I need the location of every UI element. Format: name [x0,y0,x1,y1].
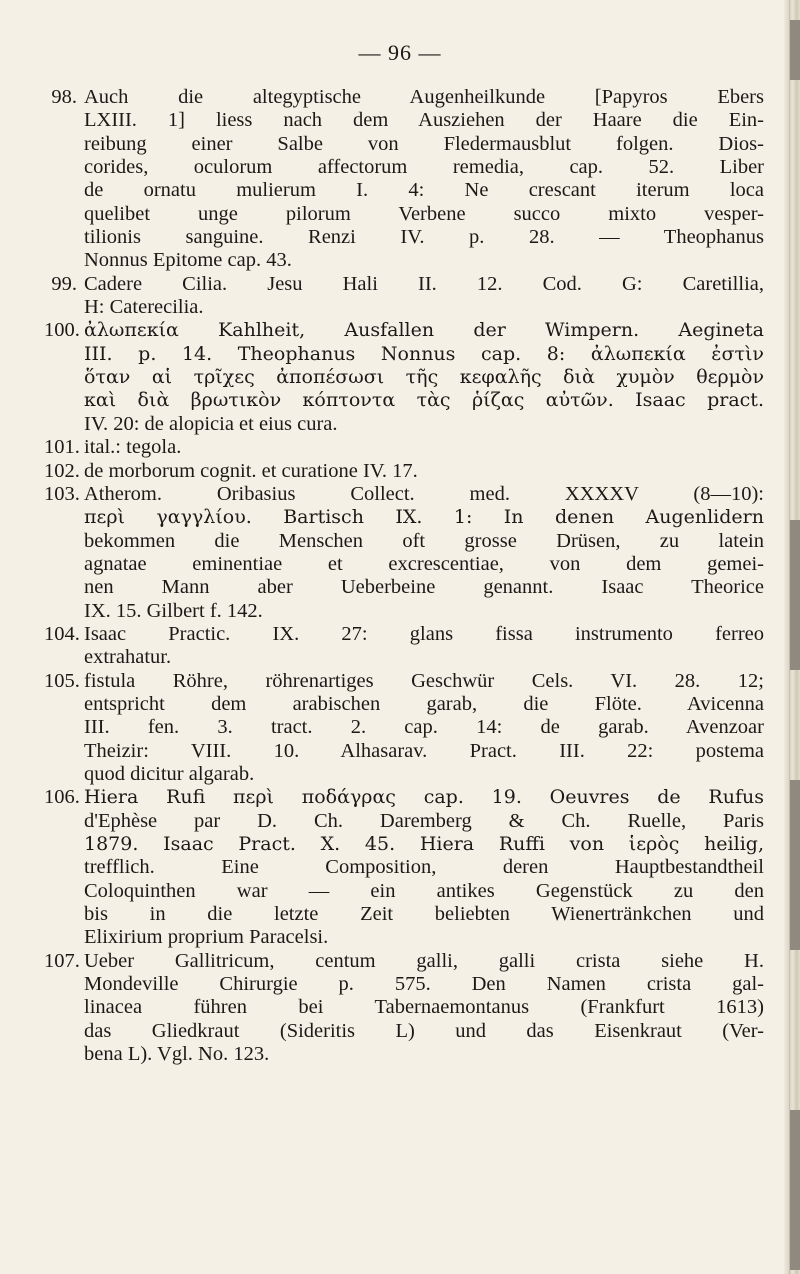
footnote-text [84,670,764,787]
page-edge-mark [790,520,800,670]
footnote-number: 99. [51,272,77,295]
text-line: Isaac Practic. IX. 27: glans fissa instrumento ferreo [84,622,764,645]
footnote-text [84,319,764,436]
text-line: ἀλωπεκία Kahlheit, Ausfallen der Wimpern. Aegineta [84,319,764,342]
footnote-number: 101. [44,436,80,459]
text-line: reibung einer Salbe von Fledermausblut folgen. Dios- [84,132,764,155]
footnote-entry [44,950,764,1067]
text-line: agnatae eminentiae et excrescentiae, von dem gemei- [84,552,764,575]
text-line: bis in die letzte Zeit beliebten Wienertränkchen und [84,903,764,926]
text-line: corides, oculorum affectorum remedia, cap. 52. Liber [84,156,764,179]
text-line: d'Ephèse par D. Ch. Daremberg & Ch. Ruelle, Paris [84,809,764,832]
text-line: de morborum cognit. et curatione IV. 17. [84,459,418,482]
footnote-number: 98. [51,86,77,108]
text-line: das Gliedkraut (Sideritis L) und das Eisenkraut (Ver- [84,1019,764,1042]
text-line: trefflich. Eine Composition, deren Hauptbestandtheil [84,856,764,879]
text-line: Elixirium proprium Paracelsi. [84,926,329,949]
text-line: nen Mann aber Ueberbeine genannt. Isaac Theorice [84,576,764,599]
text-line: Nonnus Epitome cap. 43. [84,249,292,272]
text-line: Auch die altegyptische Augenheilkunde [Papyros Ebers [84,86,764,108]
footnote-number: 105. [44,669,80,692]
page-edge-mark [790,780,800,950]
text-line: Theizir: VIII. 10. Alhasarav. Pract. III. 22: postema [84,739,764,762]
footnote-text [84,623,764,670]
footnote-entry [44,483,764,623]
footnote-number: 106. [44,786,80,809]
footnote-text [84,86,764,273]
footnote-entry [44,319,764,436]
text-line: Mondeville Chirurgie p. 575. Den Namen crista gal- [84,973,764,996]
page-edge-shadow [784,0,800,1274]
text-line: linacea führen bei Tabernaemontanus (Frankfurt 1613) [84,996,764,1019]
text-line: 1879. Isaac Pract. X. 45. Hiera Ruffi von ἱερὸς heilig, [84,833,764,855]
text-line: IX. 15. Gilbert f. 142. [84,599,263,622]
footnote-list [44,86,764,1066]
text-line: III. p. 14. Theophanus Nonnus cap. 8: ἀλωπεκία ἐστὶν [84,342,764,365]
text-line: quod dicitur algarab. [84,762,255,785]
text-line: ὅταν αἱ τρῖχες ἀποπέσωσι τῆς κεφαλῆς διὰ χυμὸν θερμὸν [84,366,764,389]
footnote-text [84,483,764,623]
text-line: H: Caterecilia. [84,296,204,319]
text-line: entspricht dem arabischen garab, die Flöte. Avicenna [84,692,764,715]
text-line: bena L). Vgl. No. 123. [84,1043,270,1066]
footnote-number: 107. [44,949,80,972]
text-line: de ornatu mulierum I. 4: Ne crescant iterum loca [84,179,764,202]
footnote-entry [44,623,764,670]
text-line: bekommen die Menschen oft grosse Drüsen, zu latein [84,529,764,552]
footnote-number: 100. [44,319,80,342]
footnote-entry [44,273,764,320]
footnote-entry [44,86,764,273]
footnote-text [84,460,764,483]
footnote-text [84,786,764,949]
footnote-entry [44,436,764,459]
footnote-number: 103. [44,482,80,505]
footnote-number: 102. [44,459,80,482]
footnote-entry [44,460,764,483]
text-line: IV. 20: de alopicia et eius cura. [84,412,338,435]
footnote-entry [44,786,764,949]
text-line: III. fen. 3. tract. 2. cap. 14: de garab. Avenzoar [84,716,764,739]
text-line: tilionis sanguine. Renzi IV. p. 28. — Theophanus [84,226,764,249]
footnote-text [84,950,764,1067]
text-line: περὶ γαγγλίου. Bartisch IX. 1: In denen Augenlidern [84,506,764,529]
text-line: extrahatur. [84,646,172,669]
footnote-text [84,436,764,459]
text-line: Coloquinthen war — ein antikes Gegenstück zu den [84,879,764,902]
text-line: quelibet unge pilorum Verbene succo mixto vesper- [84,202,764,225]
text-line: Ueber Gallitricum, centum galli, galli crista siehe H. [84,949,764,972]
text-line: Atherom. Oribasius Collect. med. XXXXV (8—10): [84,482,764,505]
footnote-entry [44,670,764,787]
footnote-number: 104. [44,622,80,645]
text-line: καὶ διὰ βρωτικὸν κόπτοντα τὰς ῥίζας αὐτῶν. Isaac pract. [84,389,764,412]
text-line: fistula Röhre, röhrenartiges Geschwür Cels. VI. 28. 12; [84,669,764,692]
text-line: LXIII. 1] liess nach dem Ausziehen der Haare die Ein- [84,109,764,132]
page-edge-mark [790,1110,800,1270]
footnote-text [84,273,764,320]
text-line: Hiera Rufi περὶ ποδάγρας cap. 19. Oeuvres de Rufus [84,786,764,809]
text-line: ital.: tegola. [84,436,182,459]
page-number: — 96 — [358,40,442,65]
text-line: Cadere Cilia. Jesu Hali II. 12. Cod. G: Caretillia, [84,272,764,295]
